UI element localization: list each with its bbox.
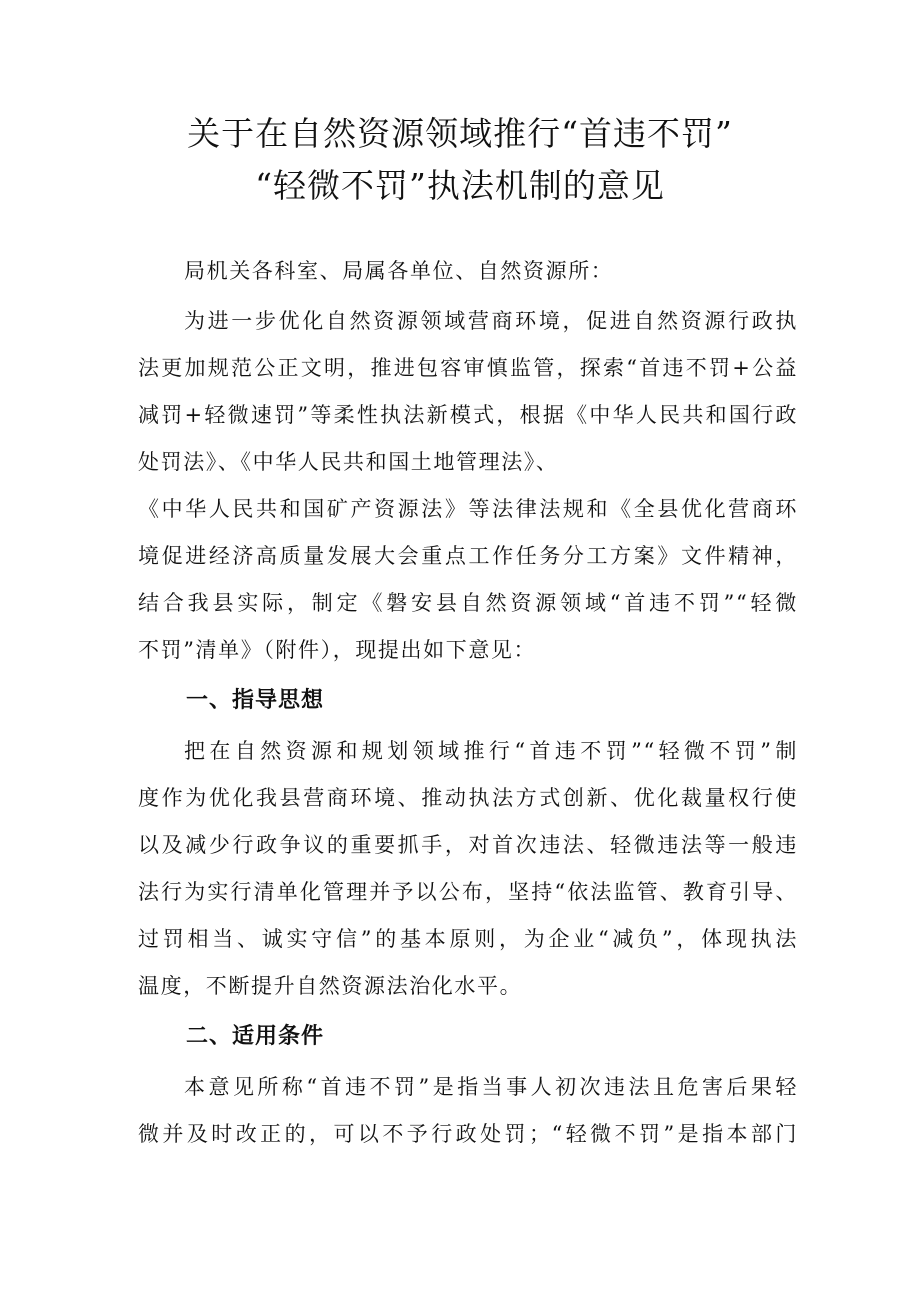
section2-line-2: 微并及时改正的，可以不予行政处罚；“轻微不罚”是指本部门 <box>138 1122 798 1146</box>
intro-line-3: 减罚+轻微速罚”等柔性执法新模式，根据《中华人民共和国行政 <box>138 403 798 427</box>
intro-line-4: 处罚法》、《中华人民共和国土地管理法》、 <box>138 450 559 474</box>
intro-line-6: 境促进经济高质量发展大会重点工作任务分工方案》文件精神， <box>138 544 798 568</box>
document-title-line-1: 关于在自然资源领域推行“首违不罚” <box>187 114 733 153</box>
section1-line-6: 温度，不断提升自然资源法治化水平。 <box>138 974 523 998</box>
section1-line-2: 度作为优化我县营商环境、推动执法方式创新、优化裁量权行使 <box>138 786 798 810</box>
intro-line-5: 《中华人民共和国矿产资源法》等法律法规和《全县优化营商环 <box>138 497 798 521</box>
section-heading-guiding-ideology: 一、指导思想 <box>186 688 325 713</box>
section1-line-5: 过罚相当、诚实守信”的基本原则，为企业“减负”，体现执法 <box>138 927 798 951</box>
document-title-line-2: “轻微不罚”执法机制的意见 <box>255 166 665 205</box>
section2-line-1: 本意见所称“首违不罚”是指当事人初次违法且危害后果轻 <box>184 1075 798 1099</box>
intro-line-1: 为进一步优化自然资源领域营商环境，促进自然资源行政执 <box>184 309 798 333</box>
section1-line-3: 以及减少行政争议的重要抓手，对首次违法、轻微违法等一般违 <box>138 833 798 857</box>
section1-line-4: 法行为实行清单化管理并予以公布，坚持“依法监管、教育引导、 <box>138 880 798 904</box>
intro-line-2: 法更加规范公正文明，推进包容审慎监管，探索“首违不罚+公益 <box>138 356 798 380</box>
section1-line-1: 把在自然资源和规划领域推行“首违不罚”“轻微不罚”制 <box>184 739 798 763</box>
addressee: 局机关各科室、局属各单位、自然资源所： <box>184 259 614 283</box>
intro-line-8: 不罚”清单》（附件），现提出如下意见： <box>138 638 537 662</box>
intro-line-7: 结合我县实际，制定《磐安县自然资源领域“首违不罚”“轻微 <box>138 591 798 615</box>
section-heading-applicable-conditions: 二、适用条件 <box>186 1024 325 1049</box>
